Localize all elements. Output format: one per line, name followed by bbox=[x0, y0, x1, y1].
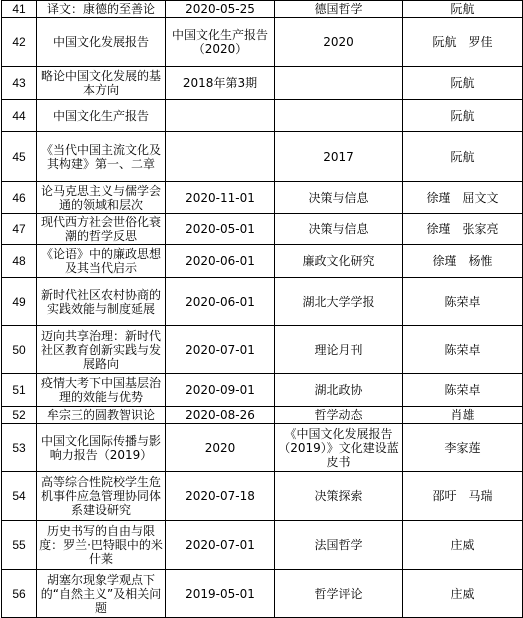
publish-date: 2020-07-01 bbox=[166, 521, 275, 570]
publish-date bbox=[166, 132, 275, 182]
publication-source: 《中国文化发展报告（2019）》文化建设蓝皮书 bbox=[275, 424, 403, 472]
table-row bbox=[2, 245, 523, 278]
publish-date: 2020-06-01 bbox=[166, 245, 275, 278]
table-row bbox=[2, 132, 523, 182]
publication-table-body bbox=[2, 1, 523, 618]
author-names: 徐瑾 屈文文 bbox=[403, 182, 523, 214]
publication-table bbox=[1, 0, 523, 618]
author-names: 陈荣卓 bbox=[403, 326, 523, 374]
row-number: 46 bbox=[2, 182, 37, 214]
publish-date: 2020-07-18 bbox=[166, 472, 275, 521]
table-row bbox=[2, 100, 523, 132]
publication-source: 湖北政协 bbox=[275, 374, 403, 407]
row-number: 56 bbox=[2, 570, 37, 618]
table-row bbox=[2, 374, 523, 407]
row-number: 55 bbox=[2, 521, 37, 570]
paper-title: 现代西方社会世俗化衰潮的哲学反思 bbox=[37, 214, 166, 245]
publish-date: 2020-05-01 bbox=[166, 214, 275, 245]
row-number: 49 bbox=[2, 278, 37, 326]
publish-date: 2018年第3期 bbox=[166, 67, 275, 100]
publication-source: 哲学评论 bbox=[275, 570, 403, 618]
paper-title: 略论中国文化发展的基本方向 bbox=[37, 67, 166, 100]
row-number: 47 bbox=[2, 214, 37, 245]
author-names: 庄威 bbox=[403, 521, 523, 570]
paper-title: 牟宗三的圆教智识论 bbox=[37, 407, 166, 424]
paper-title: 论马克思主义与儒学会通的领域和层次 bbox=[37, 182, 166, 214]
paper-title: 中国文化发展报告 bbox=[37, 18, 166, 67]
author-names: 邵吁 马瑞 bbox=[403, 472, 523, 521]
publication-source: 廉政文化研究 bbox=[275, 245, 403, 278]
table-row bbox=[2, 18, 523, 67]
row-number: 45 bbox=[2, 132, 37, 182]
author-names: 庄威 bbox=[403, 570, 523, 618]
paper-title: 历史书写的自由与限度：罗兰·巴特眼中的米什莱 bbox=[37, 521, 166, 570]
author-names: 阮航 bbox=[403, 67, 523, 100]
publication-source: 决策与信息 bbox=[275, 214, 403, 245]
paper-title: 疫情大考下中国基层治理的效能与优势 bbox=[37, 374, 166, 407]
author-names: 阮航 bbox=[403, 132, 523, 182]
table-row bbox=[2, 67, 523, 100]
table-row bbox=[2, 570, 523, 618]
publish-date: 2020-06-01 bbox=[166, 278, 275, 326]
publication-source: 理论月刊 bbox=[275, 326, 403, 374]
author-names: 阮航 罗佳 bbox=[403, 18, 523, 67]
row-number: 51 bbox=[2, 374, 37, 407]
row-number: 52 bbox=[2, 407, 37, 424]
author-names: 阮航 bbox=[403, 100, 523, 132]
paper-title: 胡塞尔现象学观点下的“自然主义”及相关问题 bbox=[37, 570, 166, 618]
table-row bbox=[2, 182, 523, 214]
row-number: 50 bbox=[2, 326, 37, 374]
author-names: 徐瑾 张家亮 bbox=[403, 214, 523, 245]
paper-title: 新时代社区农村协商的实践效能与制度延展 bbox=[37, 278, 166, 326]
publish-date: 2020-09-01 bbox=[166, 374, 275, 407]
row-number: 48 bbox=[2, 245, 37, 278]
paper-title: 迈向共享治理：新时代社区教育创新实践与发展路向 bbox=[37, 326, 166, 374]
publication-source: 哲学动态 bbox=[275, 407, 403, 424]
table-row bbox=[2, 407, 523, 424]
table-row bbox=[2, 424, 523, 472]
row-number: 42 bbox=[2, 18, 37, 67]
publication-source: 德国哲学 bbox=[275, 1, 403, 18]
publish-date: 中国文化生产报告（2020） bbox=[166, 18, 275, 67]
publish-date: 2020 bbox=[166, 424, 275, 472]
author-names: 阮航 bbox=[403, 1, 523, 18]
publish-date: 2020-08-26 bbox=[166, 407, 275, 424]
publication-source bbox=[275, 67, 403, 100]
publish-date bbox=[166, 100, 275, 132]
publication-source: 决策探索 bbox=[275, 472, 403, 521]
paper-title: 中国文化国际传播与影响力报告（2019） bbox=[37, 424, 166, 472]
author-names: 陈荣卓 bbox=[403, 278, 523, 326]
publish-date: 2020-11-01 bbox=[166, 182, 275, 214]
table-row bbox=[2, 278, 523, 326]
publish-date: 2019-05-01 bbox=[166, 570, 275, 618]
publication-source: 决策与信息 bbox=[275, 182, 403, 214]
paper-title: 译文：康德的至善论 bbox=[37, 1, 166, 18]
table-row bbox=[2, 521, 523, 570]
table-row bbox=[2, 472, 523, 521]
row-number: 41 bbox=[2, 1, 37, 18]
table-row bbox=[2, 1, 523, 18]
publication-source: 湖北大学学报 bbox=[275, 278, 403, 326]
row-number: 44 bbox=[2, 100, 37, 132]
row-number: 43 bbox=[2, 67, 37, 100]
paper-title: 《论语》中的廉政思想及其当代启示 bbox=[37, 245, 166, 278]
paper-title: 中国文化生产报告 bbox=[37, 100, 166, 132]
author-names: 徐瑾 杨惟 bbox=[403, 245, 523, 278]
row-number: 53 bbox=[2, 424, 37, 472]
publication-source: 2020 bbox=[275, 18, 403, 67]
publication-source: 2017 bbox=[275, 132, 403, 182]
publication-source bbox=[275, 100, 403, 132]
author-names: 陈荣卓 bbox=[403, 374, 523, 407]
table-row bbox=[2, 214, 523, 245]
row-number: 54 bbox=[2, 472, 37, 521]
publish-date: 2020-07-01 bbox=[166, 326, 275, 374]
publish-date: 2020-05-25 bbox=[166, 1, 275, 18]
author-names: 李家莲 bbox=[403, 424, 523, 472]
paper-title: 高等综合性院校学生危机事件应急管理协同体系建设研究 bbox=[37, 472, 166, 521]
publication-source: 法国哲学 bbox=[275, 521, 403, 570]
paper-title: 《当代中国主流文化及其构建》第一、二章 bbox=[37, 132, 166, 182]
author-names: 肖雄 bbox=[403, 407, 523, 424]
table-row bbox=[2, 326, 523, 374]
